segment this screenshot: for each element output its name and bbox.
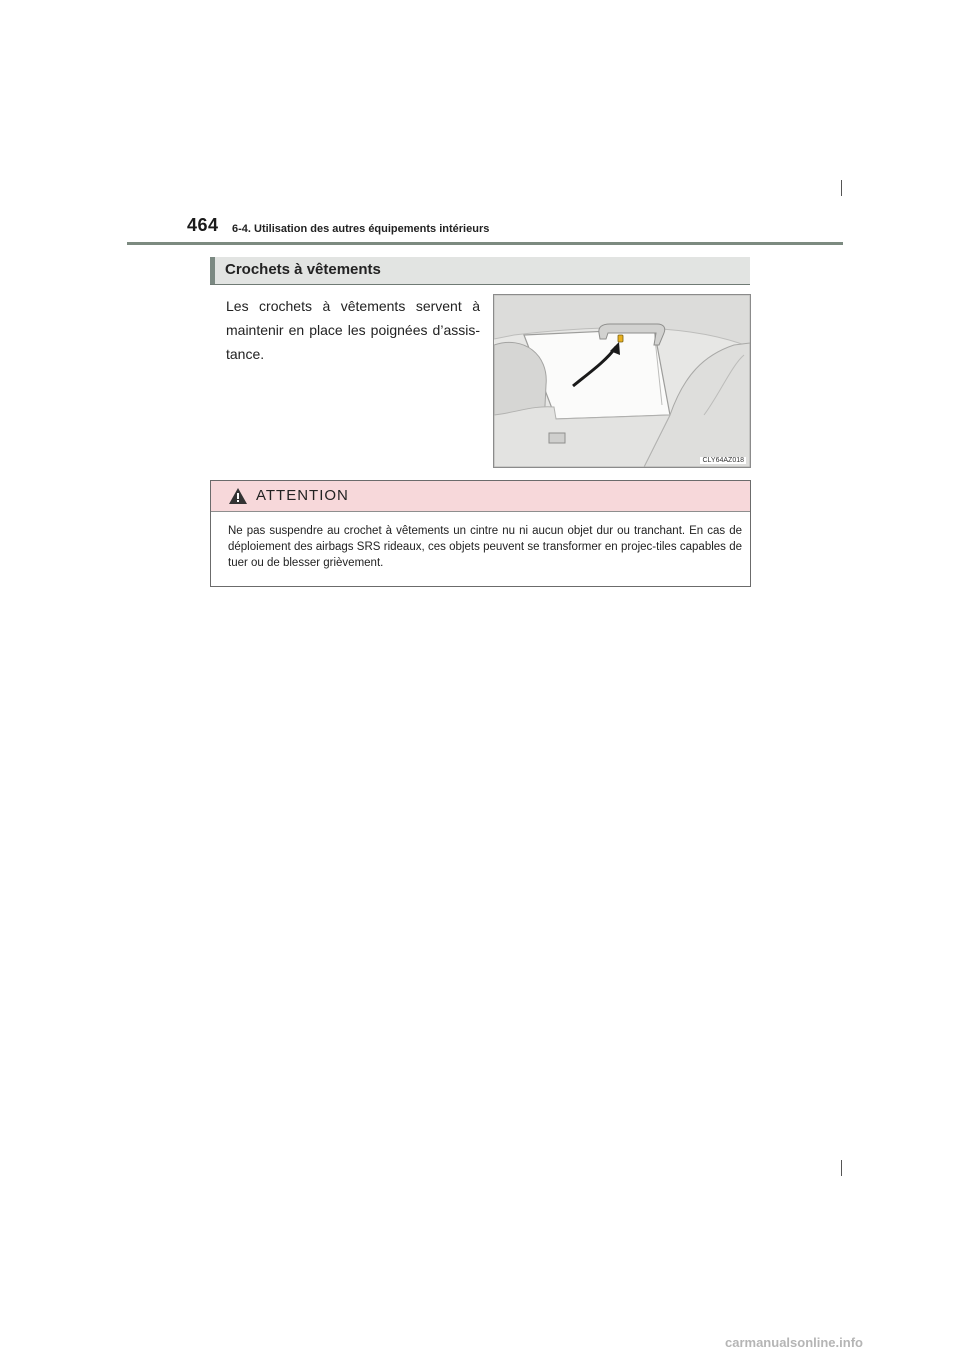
page-number: 464: [187, 215, 219, 235]
crop-mark-top: [841, 180, 842, 196]
section-body-text: Les crochets à vêtements servent à maintenir en place les poignées d’assis-tance.: [226, 298, 480, 362]
warning-title: ATTENTION: [256, 487, 349, 504]
watermark: carmanualsonline.info: [725, 1335, 863, 1350]
section-title: Crochets à vêtements: [225, 261, 381, 278]
header-rule: [127, 242, 843, 245]
warning-box: [210, 480, 751, 587]
warning-triangle-icon: [228, 487, 248, 505]
running-header: 6-4. Utilisation des autres équipements intérieurs: [232, 223, 490, 235]
section-heading-accent: [210, 257, 215, 284]
section-heading-bar: [210, 257, 750, 285]
car-interior-drawing: [494, 295, 750, 467]
coat-hook: [618, 335, 623, 342]
warning-text: Ne pas suspendre au crochet à vêtements un cintre nu ni aucun objet dur ou tranchant. En cas de déploiement des airbags SRS rideaux, ces objets peuvent se transformer en projec-tiles capables de tuer ou de blesser grièvement.: [228, 525, 742, 569]
figure-code: CLY64AZ018: [702, 457, 744, 464]
coat-hook-illustration: [493, 294, 751, 468]
crop-mark-bottom: [841, 1160, 842, 1176]
warning-header: [211, 481, 750, 512]
